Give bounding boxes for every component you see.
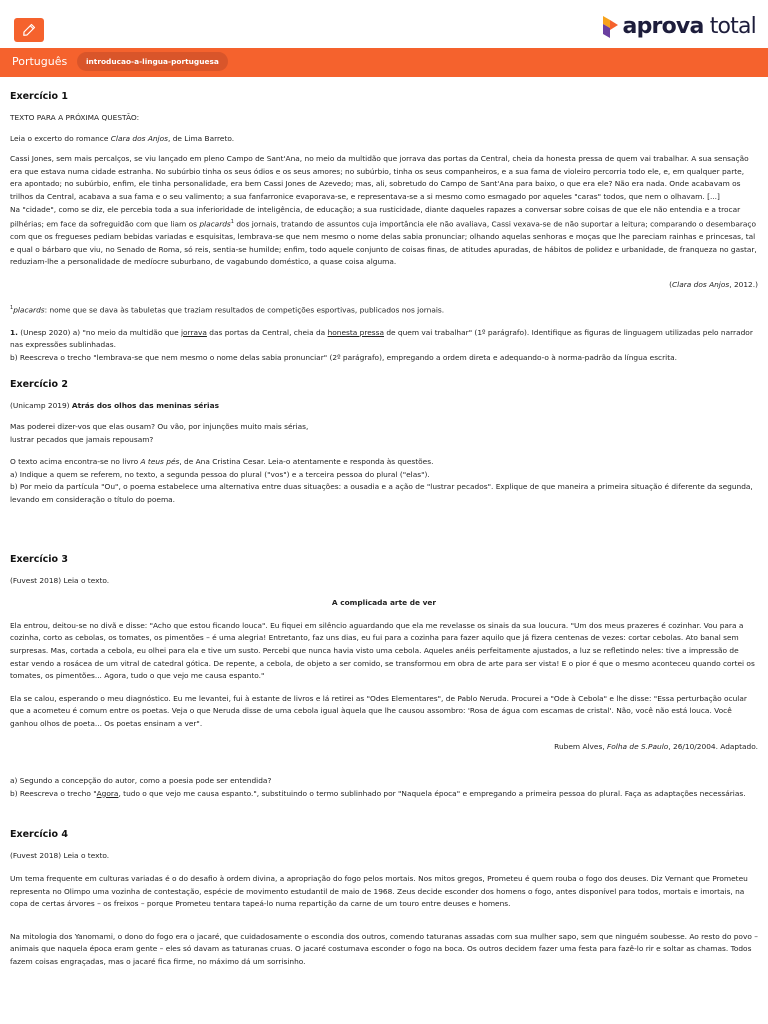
subject-label[interactable]: Português: [12, 55, 68, 68]
question-a: a) Indique a quem se referem, no texto, a segunda pessoa do plural ("vos") e a terceira pessoa do plural ("elas").: [10, 469, 430, 479]
brand-logo[interactable]: [601, 14, 756, 40]
intro-text: TEXTO PARA A PRÓXIMA QUESTÃO:: [10, 113, 140, 122]
context-text: O texto acima encontra-se no livro A teus pés, de Ana Cristina Cesar. Leia-o atentamente e responda às questões.: [10, 457, 434, 467]
passage-paragraph: Ela se calou, esperando o meu diagnóstico. Eu me levantei, fui à estante de livros e lá retirei as "Odes Elementares", de Pablo Neruda. Procurei a "Ode à Cebola" e lhe disse: "Essa perturbação ocular que a acometeu é comum entre os poetas. Veja o que Neruda disse de uma cebola igual àquela que lhe causou assombro: 'Rosa de água com escamas de cristal'. Não, você não está louca. Você ganhou olhos de poeta... Os poetas ensinam a ver".: [10, 693, 747, 728]
passage-paragraph: Ela entrou, deitou-se no divã e disse: "Acho que estou ficando louca". Eu fiquei em silêncio aguardando que ela me revelasse os sinais da sua loucura. "Um dos meus prazeres é cozinhar. Vou para a cozinha, corto as cebolas, os tomates, os pimentões – é uma alegria! Entretanto, faz uns dias, eu fui para a cozinha para fazer aquilo que já fizera centenas de vezes: cortar cebolas. Ato banal sem surpresas. Mas, cortada a cebola, eu olhei para ela e tive um susto. Percebi que nunca havia visto uma cebola. Aqueles anéis perfeitamente ajustados, a luz se refletindo neles: tive a impressão de estar vendo a rosácea de um vitral de catedral gótica. De repente, a cebola, de objeto a ser comido, se transformou em obra de arte para ser vista! E o pior é que o mesmo aconteceu quando cortei os tomates, os pimentões... Agora, tudo o que vejo me causa espanto.": [10, 620, 755, 681]
source-line: (Fuvest 2018) Leia o texto.: [10, 575, 110, 585]
question-b: b) Por meio da partícula "Ou", o poema estabelece uma alternativa entre duas situações: a ousadia e a ação de "lustrar pecados". Explique de que maneira a primeira situação é diferente da segunda, levando em consideração o título do poema.: [10, 482, 753, 504]
source-line: (Unicamp 2019) Atrás dos olhos das meninas sérias: [10, 401, 219, 411]
poem-line: lustrar pecados que jamais repousam?: [10, 434, 154, 444]
question-b: b) Reescreva o trecho "lembrava-se que nem mesmo o nome delas sabia pronunciar" (2º parágrafo), empregando a ordem direta e adequando-o à norma-padrão da língua escrita.: [10, 352, 677, 362]
question-b: b) Reescreva o trecho "Agora, tudo o que vejo me causa espanto.", substituindo o termo sublinhado por "Naquela época" e empregando a primeira pessoa do plural. Faça as adaptações necessárias.: [10, 788, 746, 798]
exercise-title: Exercício 3: [10, 553, 68, 565]
exercise-4: [10, 828, 758, 968]
logo-mark-icon: [601, 14, 619, 40]
exercise-1: [10, 90, 758, 364]
text-title: A complicada arte de ver: [331, 598, 437, 608]
source-line: (Fuvest 2018) Leia o texto.: [10, 851, 110, 861]
citation: (Clara dos Anjos, 2012.): [669, 280, 758, 289]
pencil-icon: [22, 23, 36, 37]
exercise-title: Exercício 4: [10, 829, 68, 841]
content: [10, 90, 758, 968]
logo-wordmark: aprova total: [622, 14, 756, 39]
top-bar: [0, 0, 768, 48]
exercise-3: [10, 553, 758, 801]
exercise-2: [10, 378, 758, 506]
passage-paragraph: Na mitologia dos Yanomami, o dono do fogo era o jacaré, que cuidadosamente o escondia dos outros, comendo taturanas assadas com sua mulher sapo, sem que ninguém soubesse. Ao resto do povo – animais que naquela época eram gente – eles só davam as taturanas cruas. O jacaré costumava esconder o fogo na boca. Os outros decidem fazer uma festa para fazê-lo rir e soltar as chamas. Todos fazem coisas engraçadas, mas o jacaré fica firme, no máximo dá um sorrisinho.: [10, 931, 758, 966]
edit-button[interactable]: [14, 18, 44, 42]
footnote: $^1$placards: nome que se dava às tabuletas que traziam resultados de competições esportivas, publicados nos jornais.: [10, 304, 445, 315]
passage-paragraph: Um tema frequente em culturas variadas é o do desafio à ordem divina, a apropriação do fogo pelos mortais. Nos mitos gregos, Prometeu é quem rouba o fogo dos deuses. Diz Vernant que Prometeu representa no Olimpo uma vozinha de contestação, espécie de movimento estudantil de maio de 1968. Zeus decide esconder dos homens o fogo, antes disponível para todos, mortais e imortais, na copa de certas árvores – os freixos – porque Prometeu tentara tapeá-lo numa repartição da carne de um touro entre deuses e homens.: [10, 873, 748, 909]
exercise-title: Exercício 2: [10, 379, 68, 391]
lead-text: Leia o excerto do romance Clara dos Anjos, de Lima Barreto.: [10, 133, 235, 143]
poem-line: Mas poderei dizer-vos que elas ousam? Ou vão, por injunções muito mais sérias,: [10, 422, 309, 432]
subject-bar: [0, 48, 768, 77]
passage-paragraph: Na "cidade", como se diz, ele percebia toda a sua inferioridade de inteligência, de educação; a sua rusticidade, diante daqueles rapazes a conversar sobre coisas de que ele não entendia e a trocar pilhérias; em face da sofreguidão com que liam os placards$^1$ dos jornais, tratando de assuntos cuja importância ele não avaliava, Cassi vexava-se de não suportar a leitura; comparando o desembaraço com que os fregueses pediam bebidas variadas e esquisitas, lembrava-se que nem mesmo o nome delas sabia pronunciar; olhando aquelas senhoras e moças que lhe pareciam rainhas e princesas, tal e qual o bárbaro que viu, no Senado de Roma, só reis, sentia-se humilde; enfim, todo aquele conjunto de coisas finas, de atitudes apuradas, de hábitos de polidez e urbanidade, de franqueza no gastar, reduziam-lhe a personalidade de medíocre suburbano, de vagabundo doméstico, a quase coisa alguma.: [10, 204, 757, 267]
citation: Rubem Alves, Folha de S.Paulo, 26/10/2004. Adaptado.: [554, 741, 758, 751]
exercise-title: Exercício 1: [10, 91, 68, 102]
question-a: 1. (Unesp 2020) a) "no meio da multidão que jorrava das portas da Central, cheia da honesta pressa de quem vai trabalhar" (1º parágrafo). Identifique as figuras de linguagem utilizadas pelo narrador nas expressões sublinhadas.: [10, 327, 753, 350]
passage-paragraph: Cassi Jones, sem mais percalços, se viu lançado em pleno Campo de Sant'Ana, no meio da multidão que jorrava das portas da Central, cheia da honesta pressa de quem vai trabalhar. A sua sensação era que estava numa cidade estranha. No subúrbio tinha os seus ódios e os seus amores; no subúrbio, tinha os seus companheiros, e a sua fama de violeiro percorria todo ele, e, em qualquer parte, era apontado; no subúrbio, enfim, ele tinha personalidade, era bem Cassi Jones de Azevedo; mas, ali, sobretudo do Campo de Sant'Ana para baixo, o que era ele? Não era nada. Onde acabavam os trilhos da Central, acabava a sua fama e o seu valimento; a sua fanfarronice evaporava-se, e representava-se a si mesmo como esmagado por aqueles "caras" todos, que nem o olhavam. [...]: [10, 154, 749, 201]
question-a: a) Segundo a concepção do autor, como a poesia pode ser entendida?: [10, 776, 272, 786]
topic-tag[interactable]: introducao-a-lingua-portuguesa: [77, 52, 228, 71]
